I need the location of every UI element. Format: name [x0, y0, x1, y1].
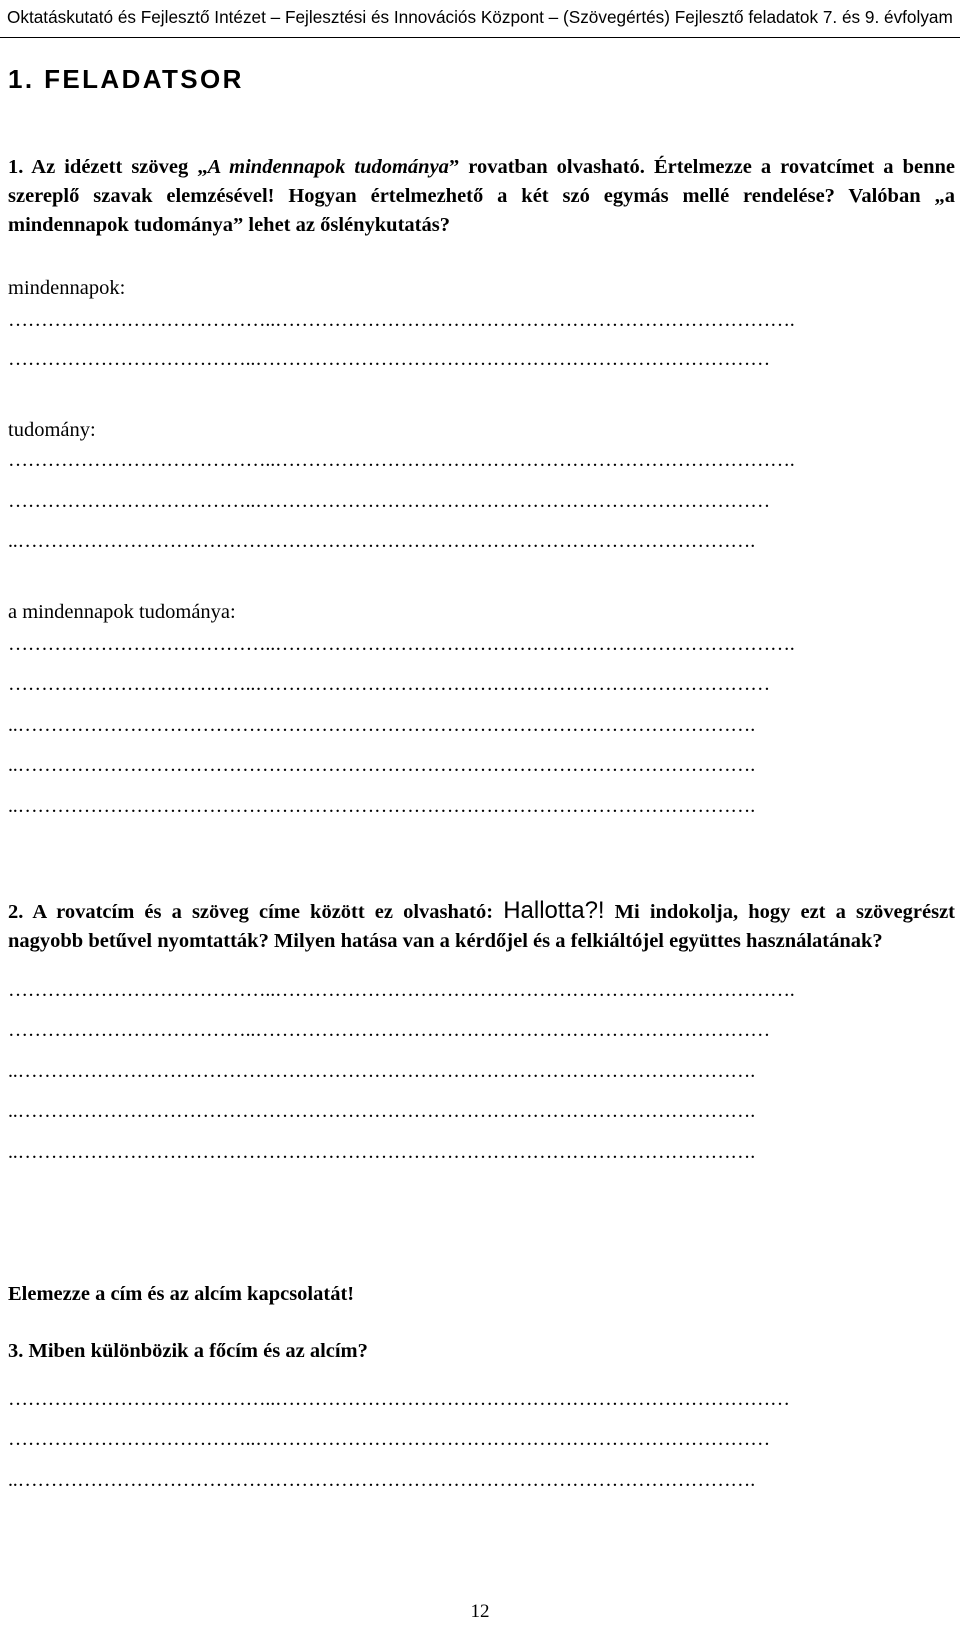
answer-line-2-5[interactable]: ..…………………………………………………………………………………………………. — [8, 1141, 756, 1163]
column-title-italic: A mindennapok tudománya — [207, 156, 449, 178]
answer-line-1c-3[interactable]: ..…………………………………………………………………………………………………. — [8, 714, 756, 736]
answer-line-2-1[interactable]: …………………………………..……………………………………………………………………. — [8, 979, 795, 1001]
answer-line-3-1[interactable]: …………………………………..…………………………………………………………………… — [8, 1388, 790, 1410]
task-2-question — [8, 896, 955, 956]
task-3-question: 3. Miben különbözik a főcím és az alcím? — [8, 1340, 368, 1362]
answer-line-3-3[interactable]: ..…………………………………………………………………………………………………. — [8, 1469, 756, 1491]
answer-line-1c-4[interactable]: ..…………………………………………………………………………………………………. — [8, 754, 756, 776]
answer-line-1c-5[interactable]: ..…………………………………………………………………………………………………. — [8, 795, 756, 817]
answer-line-3-2[interactable]: ………………………………..…………………………………………………………………… — [8, 1428, 771, 1450]
answer-line-1a-1[interactable]: …………………………………..……………………………………………………………………. — [8, 309, 795, 331]
task-1-text-end: ” rovatban olvasható. Értelmezze a rovatcímet a benne szereplő szavak elemzésével! Hogyan értelmezhető a két szó egymás mellé rendelése? Valóban „a mindennapok tudománya” lehet az őslénykutatás? — [8, 156, 956, 236]
instruction-title-subtitle: Elemezze a cím és az alcím kapcsolatát! — [8, 1283, 355, 1305]
answer-line-2-3[interactable]: ..…………………………………………………………………………………………………. — [8, 1060, 756, 1082]
answer-line-1c-2[interactable]: ………………………………..…………………………………………………………………… — [8, 673, 771, 695]
task-2-text-start: 2. A rovatcím és a szöveg címe között ez olvasható: — [8, 901, 504, 923]
task-1-question — [8, 153, 955, 240]
hallotta-highlight: Hallotta?! — [503, 897, 605, 924]
page-header: Oktatáskutató és Fejlesztő Intézet – Fejlesztési és Innovációs Központ – (Szövegértés) Fejlesztő feladatok 7. és 9. évfolyam — [0, 0, 960, 38]
label-mindennapok: mindennapok: — [8, 277, 126, 299]
answer-line-1b-3[interactable]: ..…………………………………………………………………………………………………. — [8, 530, 756, 552]
page-number: 12 — [470, 1601, 490, 1622]
answer-line-1b-1[interactable]: …………………………………..……………………………………………………………………. — [8, 449, 795, 471]
answer-line-1a-2[interactable]: ………………………………..…………………………………………………………………… — [8, 348, 771, 370]
answer-line-2-4[interactable]: ..…………………………………………………………………………………………………. — [8, 1100, 756, 1122]
label-mindennapok-tudomanya: a mindennapok tudománya: — [8, 601, 236, 623]
worksheet-title: 1. FELADATSOR — [8, 64, 244, 94]
task-1-text-start: 1. Az idézett szöveg „ — [8, 156, 208, 178]
label-tudomany: tudomány: — [8, 419, 96, 441]
answer-line-2-2[interactable]: ………………………………..…………………………………………………………………… — [8, 1019, 771, 1041]
task-2-text-end: Mi indokolja, hogy ezt a szövegrészt nagyobb betűvel nyomtatták? Milyen hatása van a kérdőjel és a felkiáltójel együttes használatának? — [8, 901, 955, 952]
answer-line-1b-2[interactable]: ………………………………..…………………………………………………………………… — [8, 490, 771, 512]
answer-line-1c-1[interactable]: …………………………………..……………………………………………………………………. — [8, 633, 795, 655]
